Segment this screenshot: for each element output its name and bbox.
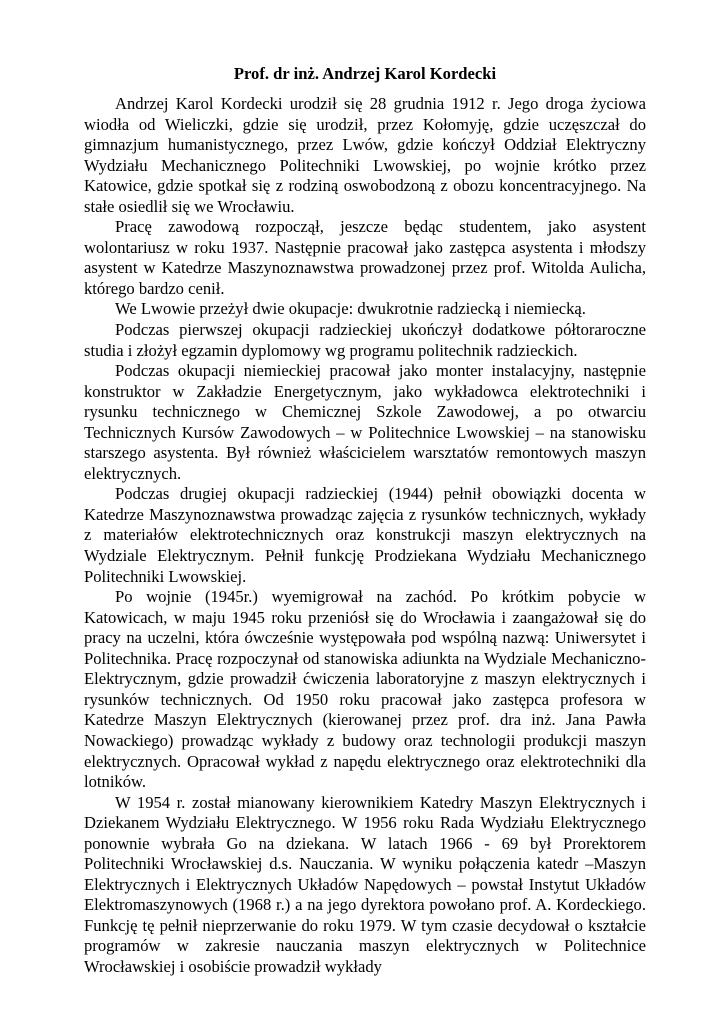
paragraph-post-war: Po wojnie (1945r.) wyemigrował na zachód. Po krótkim pobycie w Katowicach, w maju 1945 roku przeniósł się do Wrocławia i zaangażował się do pracy na uczelni, która ówcześnie występowała pod wspólną nazwą: Uniwersytet i Politechnika. Pracę rozpoczynał od stanowiska adiunkta na Wydziale Mechaniczno-Elektrycznym, gdzie prowadził ćwiczenia laboratoryjne z maszyn elektrycznych i rysunków technicznych. Od 1950 roku pracował jako zastępca profesora w Katedrze Maszyn Elektrycznych (kierowanej przez prof. dra inż. Jana Pawła Nowackiego) prowadząc wykłady z budowy oraz technologii produkcji maszyn elektrycznych. Opracował wykład z napędu elektrycznego oraz elektrotechniki dla lotników. — [84, 587, 646, 792]
paragraph-early-life: Andrzej Karol Kordecki urodził się 28 grudnia 1912 r. Jego droga życiowa wiodła od Wieliczki, gdzie się urodził, przez Kołomyję, gdzie uczęszczał do gimnazjum humanistycznego, przez Lwów, gdzie kończył Oddział Elektryczny Wydziału Mechanicznego Politechniki Lwowskiej, po wojnie krótko przez Katowice, gdzie spotkał się z rodziną oswobodzoną z obozu koncentracyjnego. Na stałe osiedlił się we Wrocławiu. — [84, 94, 646, 216]
paragraph-second-soviet-occupation: Podczas drugiej okupacji radzieckiej (1944) pełnił obowiązki docenta w Katedrze Maszynoznawstwa prowadząc zajęcia z rysunków technicznych, wykłady z materiałów elektrotechnicznych oraz konstrukcji maszyn elektrycznych na Wydziale Elektrycznym. Pełnił funkcję Prodziekana Wydziału Mechanicznego Politechniki Lwowskiej. — [84, 484, 646, 586]
paragraph-first-soviet-occupation: Podczas pierwszej okupacji radzieckiej ukończył dodatkowe półtoraroczne studia i złożył egzamin dyplomowy wg programu politechnik radzieckich. — [84, 320, 646, 360]
document-page — [84, 64, 646, 978]
paragraph-german-occupation: Podczas okupacji niemieckiej pracował jako monter instalacyjny, następnie konstruktor w Zakładzie Energetycznym, jako wykładowca elektrotechniki i rysunku technicznego w Chemicznej Szkole Zawodowej, a po otwarciu Technicznych Kursów Zawodowych – w Politechnice Lwowskiej – na stanowisku starszego asystenta. Był również właścicielem warsztatów remontowych maszyn elektrycznych. — [84, 361, 646, 483]
paragraph-occupations: We Lwowie przeżył dwie okupacje: dwukrotnie radziecką i niemiecką. — [115, 299, 586, 319]
paragraph-1954-onwards: W 1954 r. został mianowany kierownikiem Katedry Maszyn Elektrycznych i Dziekanem Wydziału Elektrycznego. W 1956 roku Rada Wydziału Elektrycznego ponownie wybrała Go na dziekana. W latach 1966 - 69 był Prorektorem Politechniki Wrocławskiej d.s. Nauczania. W wyniku połączenia katedr –Maszyn Elektrycznych i Elektrycznych Układów Napędowych – powstał Instytut Układów Elektromaszynowych (1968 r.) a na jego dyrektora powołano prof. A. Kordeckiego. Funkcję tę pełnił nieprzerwanie do roku 1979. W tym czasie decydował o kształcie programów w zakresie nauczania maszyn elektrycznych w Politechnice Wrocławskiej i osobiście prowadził wykłady — [84, 792, 646, 976]
document-title: Prof. dr inż. Andrzej Karol Kordecki — [233, 64, 497, 83]
paragraph-career-start: Pracę zawodową rozpoczął, jeszcze będąc studentem, jako asystent wolontariusz w roku 1937. Następnie pracował jako zastępca asystenta i młodszy asystent w Katedrze Maszynoznawstwa prowadzonej przez prof. Witolda Aulicha, którego bardzo cenił. — [84, 217, 646, 298]
